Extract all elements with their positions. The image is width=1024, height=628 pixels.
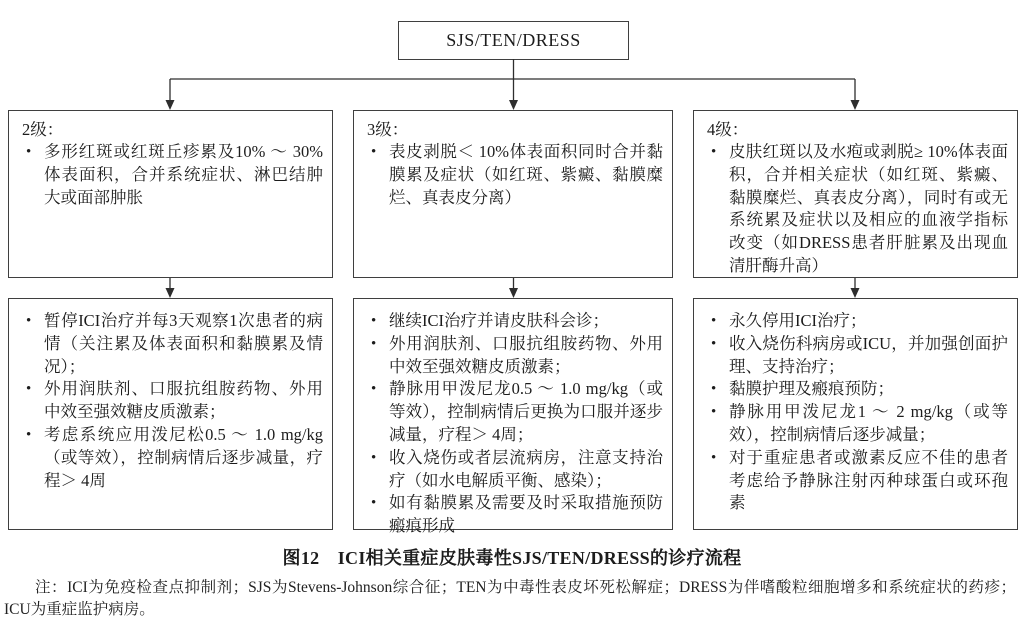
criteria-box-grade-2 [8, 110, 333, 278]
treatment-item: • 黏膜护理及瘢痕预防； [703, 378, 1008, 401]
arrow-down-icon [166, 100, 175, 110]
figure-footnote: 注：ICI为免疫检查点抑制剂；SJS为Stevens-Johnson综合征；TEN为中毒性表皮坏死松解症；DRESS为伴嗜酸粒细胞增多和系统症状的药疹；ICU为重症监护病房。 [4, 579, 1016, 618]
treatment-list [363, 310, 663, 538]
criteria-box-grade-4 [693, 110, 1018, 278]
treatment-box-grade-4 [693, 298, 1018, 530]
treatment-item: • 永久停用ICI治疗； [703, 310, 1008, 333]
figure-caption: 图12 ICI相关重症皮肤毒性SJS/TEN/DRESS的诊疗流程 [282, 548, 742, 568]
criteria-box-grade-3 [353, 110, 673, 278]
treatment-item: • 如有黏膜累及需要及时采取措施预防瘢痕形成 [363, 492, 663, 538]
root-node-box [398, 21, 629, 60]
arrow-down-icon [509, 100, 518, 110]
criteria-item: • 多形红斑或红斑丘疹累及10% ～ 30%体表面积，合并系统症状、淋巴结肿大或面部肿胀 [18, 141, 323, 209]
treatment-item: • 对于重症患者或激素反应不佳的患者考虑给予静脉注射丙种球蛋白或环孢素 [703, 447, 1008, 515]
treatment-item: • 收入烧伤或者层流病房，注意支持治疗（如水电解质平衡、感染）； [363, 447, 663, 493]
connector-lines [170, 59, 855, 102]
criteria-item: • 皮肤红斑以及水疱或剥脱≥ 10%体表面积，合并相关症状（如红斑、紫癜、黏膜糜烂、真表皮分离），同时有或无系统累及症状以及相应的血液学指标改变（如DRESS患者肝脏累及出现血清肝酶升高） [703, 141, 1008, 278]
treatment-list [703, 310, 1008, 515]
treatment-item: • 收入烧伤科病房或ICU，并加强创面护理、支持治疗； [703, 333, 1008, 379]
arrow-down-icon [851, 288, 860, 298]
criteria-list [18, 141, 323, 209]
treatment-item: • 外用润肤剂、口服抗组胺药物、外用中效至强效糖皮质激素； [18, 378, 323, 424]
arrow-down-icon [851, 100, 860, 110]
criteria-item: • 表皮剥脱＜ 10%体表面积同时合并黏膜累及症状（如红斑、紫癜、黏膜糜烂、真表皮分离） [363, 141, 663, 209]
grade-heading: 4级： [707, 120, 749, 139]
connector-root-to-grades [0, 59, 1024, 110]
treatment-item: • 静脉用甲泼尼龙0.5 ～ 1.0 mg/kg（或等效），控制病情后更换为口服并逐步减量，疗程＞ 4周； [363, 378, 663, 446]
criteria-list [703, 141, 1008, 278]
criteria-list [363, 141, 663, 209]
treatment-item: • 继续ICI治疗并请皮肤科会诊； [363, 310, 663, 333]
treatment-item: • 考虑系统应用泼尼松0.5 ～ 1.0 mg/kg（或等效），控制病情后逐步减量，疗程＞ 4周 [18, 424, 323, 492]
grade-heading: 2级： [22, 120, 64, 139]
treatment-item: • 外用润肤剂、口服抗组胺药物、外用中效至强效糖皮质激素； [363, 333, 663, 379]
connector-grades-to-treatments [0, 278, 1024, 298]
arrow-down-icon [166, 288, 175, 298]
treatment-item: • 暂停ICI治疗并每3天观察1次患者的病情（关注累及体表面积和黏膜累及情况）； [18, 310, 323, 378]
treatment-box-grade-2 [8, 298, 333, 530]
treatment-box-grade-3 [353, 298, 673, 536]
arrow-down-icon [509, 288, 518, 298]
treatment-item: • 静脉用甲泼尼龙1 ～ 2 mg/kg（或等效），控制病情后逐步减量； [703, 401, 1008, 447]
grade-heading: 3级： [367, 120, 409, 139]
root-node-label: SJS/TEN/DRESS [446, 30, 581, 50]
treatment-list [18, 310, 323, 492]
